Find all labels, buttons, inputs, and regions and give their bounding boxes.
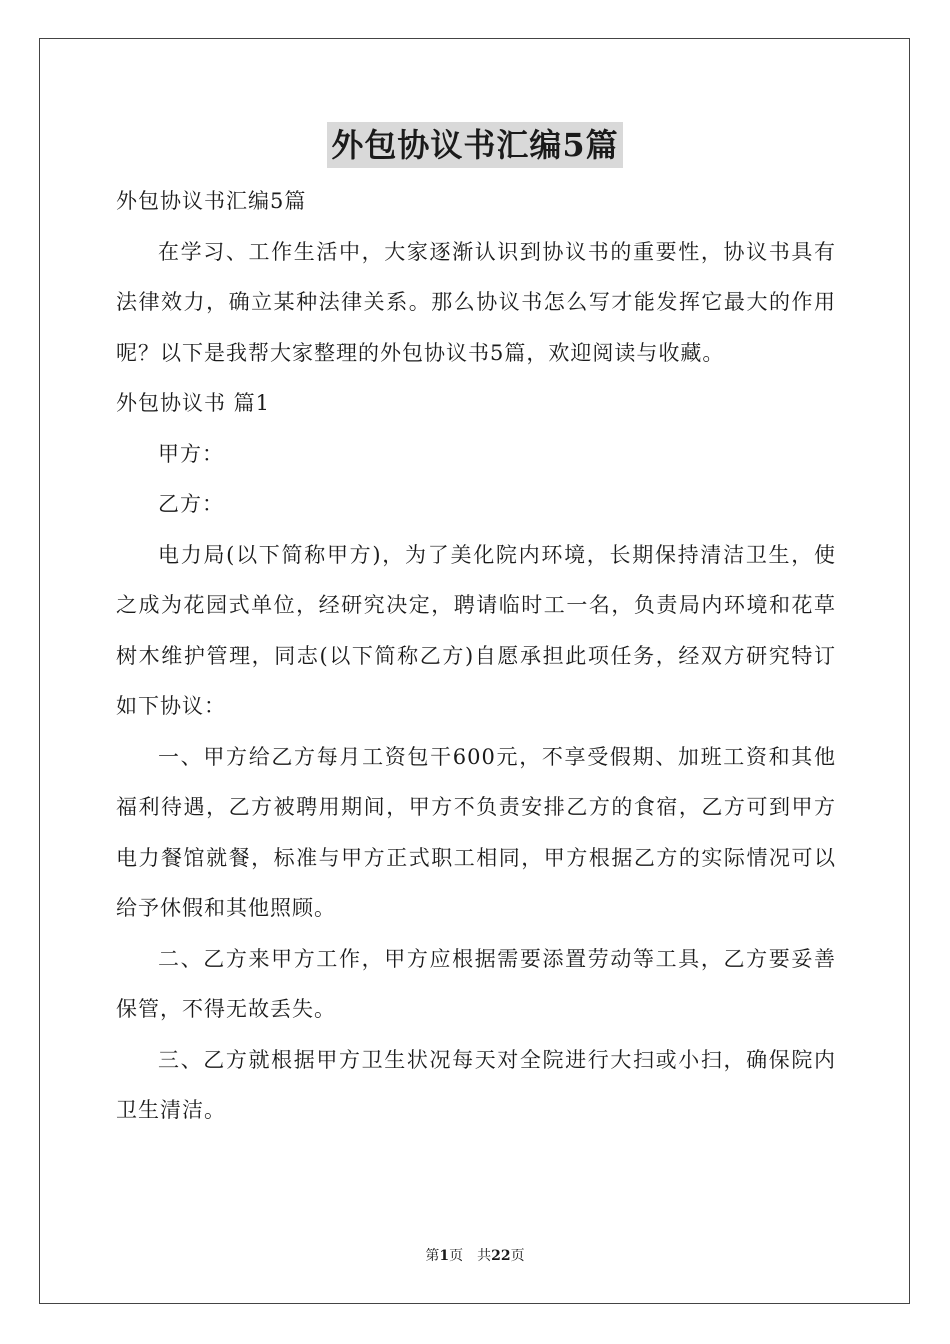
- page-suffix: 页: [510, 1248, 525, 1264]
- title-container: [0, 122, 950, 168]
- page-prefix: 第: [425, 1248, 440, 1264]
- page-current: 1: [439, 1248, 450, 1264]
- paragraph: 甲方：: [158, 441, 224, 466]
- document-body: [116, 176, 836, 1136]
- document-title: 外包协议书汇编5篇: [327, 122, 622, 168]
- section-heading: 外包协议书 篇1: [116, 391, 271, 415]
- page-total: 22: [491, 1248, 511, 1264]
- paragraph: 外包协议书汇编5篇: [116, 189, 307, 213]
- page-footer: [0, 1246, 950, 1266]
- paragraph: 乙方：: [158, 492, 224, 516]
- page-mid: 页 共: [449, 1248, 492, 1264]
- paragraph: 在学习、工作生活中，大家逐渐认识到协议书的重要性，协议书具有法律效力，确立某种法律关系。那么协议书怎么写才能发挥它最大的作用呢？以下是我帮大家整理的外包协议书5篇，欢迎阅读与收藏。: [116, 239, 836, 365]
- paragraph: 一、甲方给乙方每月工资包干600元，不享受假期、加班工资和其他福利待遇，乙方被聘用期间，甲方不负责安排乙方的食宿，乙方可到甲方电力餐馆就餐，标准与甲方正式职工相同，甲方根据乙方的实际情况可以给予休假和其他照顾。: [116, 744, 836, 920]
- paragraph: 二、乙方来甲方工作，甲方应根据需要添置劳动等工具，乙方要妥善保管，不得无故丢失。: [116, 946, 836, 1021]
- paragraph: 电力局(以下简称甲方)，为了美化院内环境，长期保持清洁卫生，使之成为花园式单位，经研究决定，聘请临时工一名，负责局内环境和花草树木维护管理，同志(以下简称乙方)自愿承担此项任务，经双方研究特订如下协议：: [116, 542, 836, 718]
- paragraph: 三、乙方就根据甲方卫生状况每天对全院进行大扫或小扫，确保院内卫生清洁。: [116, 1047, 836, 1122]
